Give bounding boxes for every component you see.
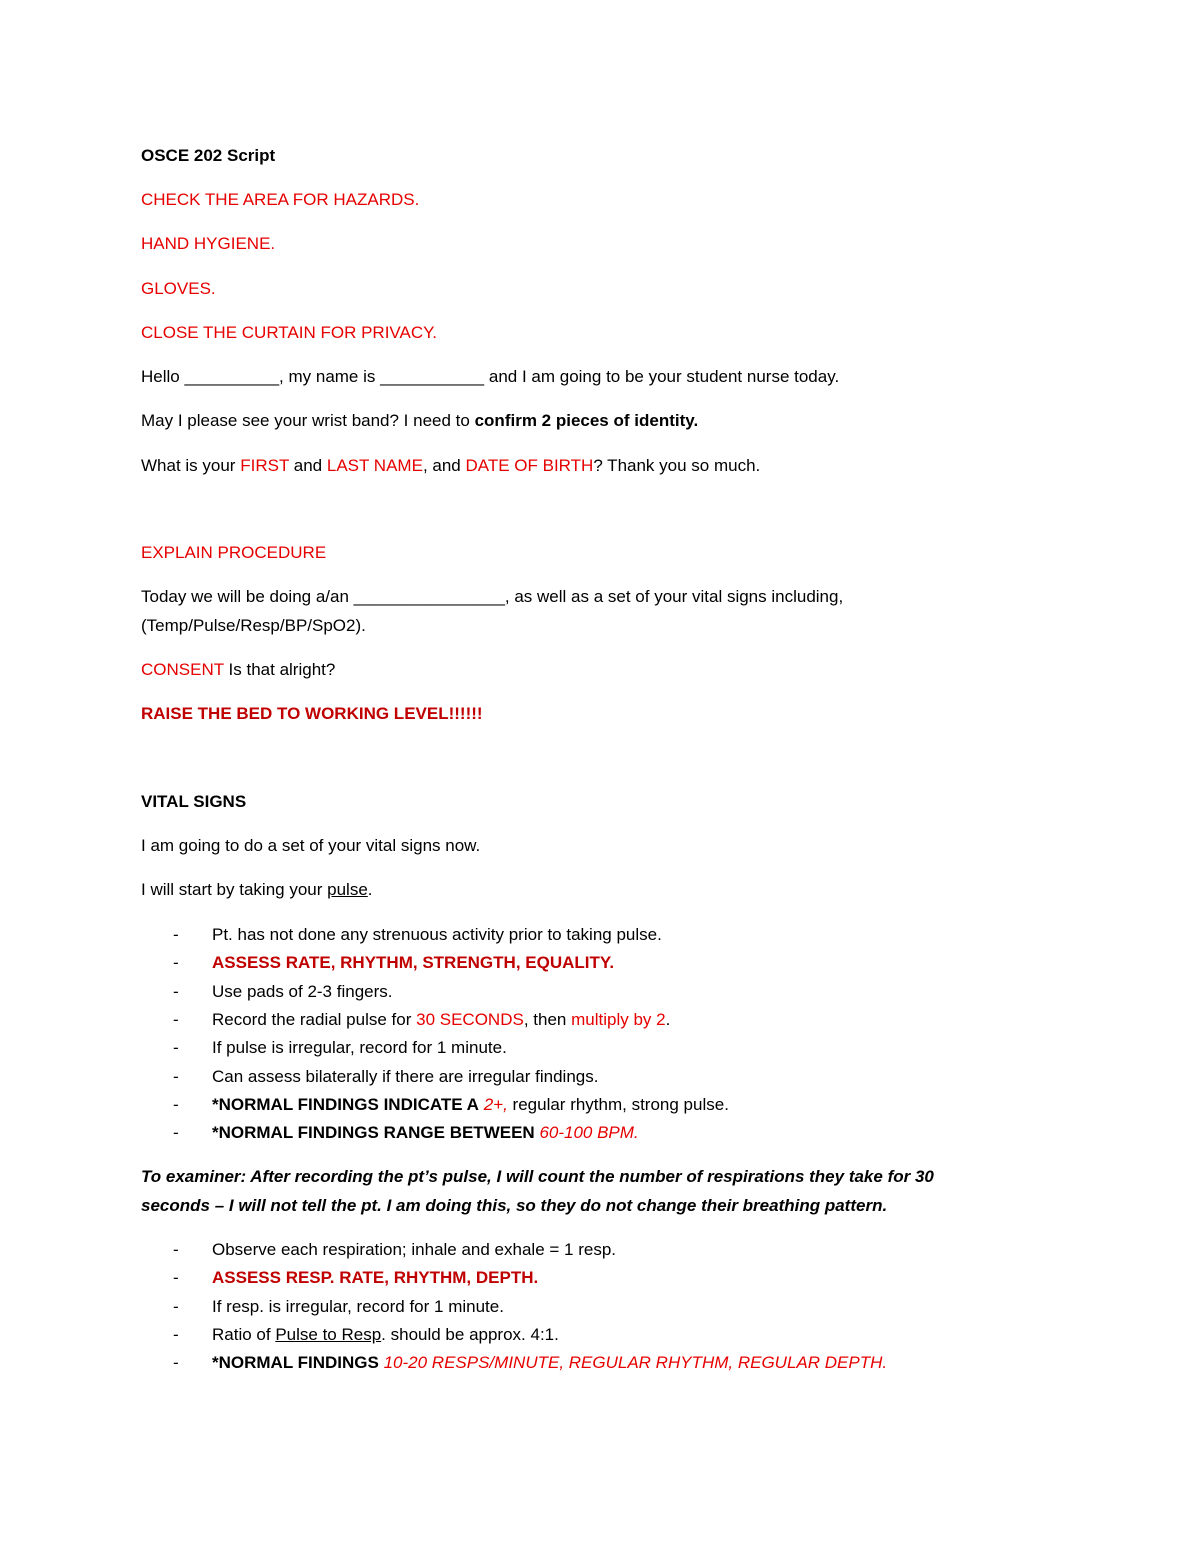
intro-hello: Hello (141, 367, 180, 386)
bullet-text: Observe each respiration; inhale and exhale = 1 resp. (212, 1240, 616, 1259)
intro-line (141, 366, 839, 388)
today-line-1: Today we will be doing a/an ________________, as well as a set of your vital signs including, (141, 587, 844, 606)
explain-procedure-heading: EXPLAIN PROCEDURE (141, 543, 327, 562)
rb5-bold: *NORMAL FINDINGS (212, 1353, 379, 1372)
bullet-dash: - (173, 1268, 179, 1287)
bullet-dash: - (173, 1010, 179, 1029)
bullet-text: If pulse is irregular, record for 1 minute. (212, 1038, 507, 1057)
consent-label: CONSENT (141, 660, 224, 679)
bullet-dash: - (173, 1095, 179, 1114)
b7-bold: *NORMAL FINDINGS INDICATE A (212, 1095, 479, 1114)
pulse-start-pre: I will start by taking your (141, 880, 323, 899)
examiner-note-line-1: To examiner: After recording the pt’s pulse, I will count the number of respirations they take for 30 (141, 1167, 934, 1186)
intro-mid: , my name is (279, 367, 376, 386)
vital-signs-intro: I am going to do a set of your vital signs now. (141, 836, 481, 855)
identity-p3: , and (422, 456, 461, 475)
b4-end: . (665, 1010, 671, 1029)
consent-line (141, 659, 335, 681)
b4-mid: , then (523, 1010, 567, 1029)
bullet-dash: - (173, 1297, 179, 1316)
bullet-text: ASSESS RATE, RHYTHM, STRENGTH, EQUALITY. (212, 953, 615, 972)
raise-bed-warning: RAISE THE BED TO WORKING LEVEL!!!!!! (141, 704, 483, 723)
pulse-start-word: pulse (327, 880, 368, 899)
intro-end: and I am going to be your student nurse today. (488, 367, 840, 386)
bullet-text (212, 1094, 729, 1116)
rb5-red: 10-20 RESPS/MINUTE, REGULAR RHYTHM, REGULAR DEPTH. (383, 1353, 888, 1372)
bullet-dash: - (173, 1325, 179, 1344)
step-close-curtain: CLOSE THE CURTAIN FOR PRIVACY. (141, 323, 437, 342)
bullet-dash: - (173, 1067, 179, 1086)
identity-p2: and (293, 456, 323, 475)
rb4-pre: Ratio of (212, 1325, 271, 1344)
bullet-text: Use pads of 2-3 fingers. (212, 982, 393, 1001)
bullet-dash: - (173, 1038, 179, 1057)
b7-end: regular rhythm, strong pulse. (512, 1095, 729, 1114)
bullet-text: Pt. has not done any strenuous activity prior to taking pulse. (212, 925, 662, 944)
b4-pre: Record the radial pulse for (212, 1010, 412, 1029)
pulse-start-end: . (367, 880, 373, 899)
bullet-text (212, 1352, 887, 1374)
identity-p4: ? Thank you so much. (593, 456, 761, 475)
step-hand-hygiene: HAND HYGIENE. (141, 234, 276, 253)
b7-red: 2+, (483, 1095, 508, 1114)
bullet-text: ASSESS RESP. RATE, RHYTHM, DEPTH. (212, 1268, 539, 1287)
today-line-2: (Temp/Pulse/Resp/BP/SpO2). (141, 616, 366, 635)
b4-red-1: 30 SECONDS (416, 1010, 524, 1029)
b8-red: 60-100 BPM. (539, 1123, 639, 1142)
b8-bold: *NORMAL FINDINGS RANGE BETWEEN (212, 1123, 535, 1142)
step-gloves: GLOVES. (141, 279, 216, 298)
bullet-text: Can assess bilaterally if there are irregular findings. (212, 1067, 599, 1086)
rb4-end: . should be approx. 4:1. (381, 1325, 559, 1344)
bullet-dash: - (173, 982, 179, 1001)
wristband-line (141, 410, 698, 432)
pulse-start-line (141, 879, 373, 901)
bullet-dash: - (173, 1353, 179, 1372)
bullet-text: If resp. is irregular, record for 1 minute. (212, 1297, 504, 1316)
intro-blank-patient: __________ (184, 367, 280, 386)
examiner-note-line-2: seconds – I will not tell the pt. I am doing this, so they do not change their breathing pattern. (141, 1196, 888, 1215)
b4-red-2: multiply by 2 (571, 1010, 666, 1029)
bullet-dash: - (173, 1240, 179, 1259)
step-check-hazards: CHECK THE AREA FOR HAZARDS. (141, 190, 420, 209)
bullet-dash: - (173, 953, 179, 972)
identity-line (141, 455, 760, 477)
bullet-text (212, 1009, 670, 1031)
identity-first: FIRST (240, 456, 290, 475)
bullet-dash: - (173, 1123, 179, 1142)
vital-signs-heading: VITAL SIGNS (141, 792, 247, 811)
bullet-text (212, 1122, 639, 1144)
identity-last: LAST NAME (326, 456, 423, 475)
document-title: OSCE 202 Script (141, 146, 276, 165)
consent-text: Is that alright? (228, 660, 336, 679)
identity-dob: DATE OF BIRTH (465, 456, 594, 475)
rb4-underline: Pulse to Resp (275, 1325, 382, 1344)
identity-p1: What is your (141, 456, 236, 475)
wristband-pre: May I please see your wrist band? I need to (141, 411, 470, 430)
wristband-bold: confirm 2 pieces of identity (474, 411, 694, 430)
bullet-text (212, 1324, 559, 1346)
intro-blank-student: ___________ (380, 367, 485, 386)
bullet-dash: - (173, 925, 179, 944)
wristband-end: . (693, 411, 699, 430)
